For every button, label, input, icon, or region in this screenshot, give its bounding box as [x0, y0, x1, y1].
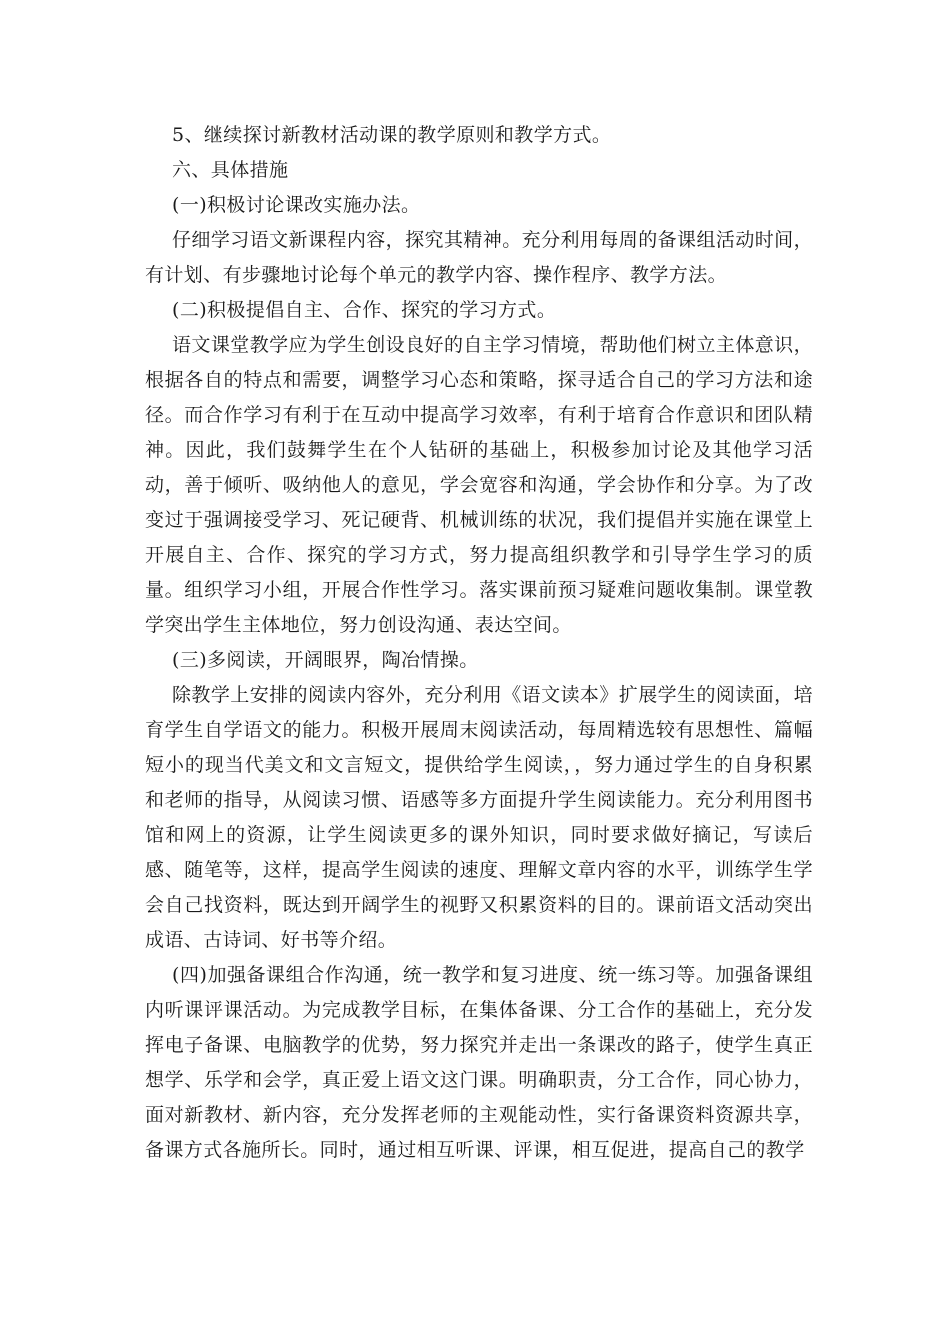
paragraph-4: (四)加强备课组合作沟通，统一教学和复习进度、统一练习等。加强备课组内听课评课活动。为完成教学目标，在集体备课、分工合作的基础上，充分发挥电子备课、电脑教学的优势，努力探究并走出一条课改的路子，使学生真正想学、乐学和会学，真正爱上语文这门课。明确职责，分工合作，同心协力，面对新教材、新内容，充分发挥老师的主观能动性，实行备课资料资源共享，备课方式各施所长。同时，通过相互听课、评课，相互促进，提高自己的教学 — [145, 964, 813, 1161]
paragraph-item-5: 5、继续探讨新教材活动课的教学原则和教学方式。 — [172, 124, 612, 146]
paragraph-3: 除教学上安排的阅读内容外，充分利用《语文读本》扩展学生的阅读面，培育学生自学语文的能力。积极开展周末阅读活动，每周精选较有思想性、篇幅短小的现当代美文和文言短文，提供给学生阅读，，努力通过学生的自身积累和老师的指导，从阅读习惯、语感等多方面提升学生阅读能力。充分利用图书馆和网上的资源，让学生阅读更多的课外知识，同时要求做好摘记，写读后感、随笔等，这样，提高学生阅读的速度、理解文章内容的水平，训练学生学会自己找资料，既达到开阔学生的视野又积累资料的目的。课前语文活动突出成语、古诗词、好书等介绍。 — [145, 684, 813, 951]
document-body — [145, 118, 813, 1168]
section-heading-measures: 六、具体措施 — [172, 159, 289, 181]
subheading-1: (一)积极讨论课改实施办法。 — [172, 194, 421, 216]
paragraph-2: 语文课堂教学应为学生创设良好的自主学习情境，帮助他们树立主体意识，根据各自的特点和需要，调整学习心态和策略，探寻适合自己的学习方法和途径。而合作学习有利于在互动中提高学习效率，有利于培育合作意识和团队精神。因此，我们鼓舞学生在个人钻研的基础上，积极参加讨论及其他学习活动，善于倾听、吸纳他人的意见，学会宽容和沟通，学会协作和分享。为了改变过于强调接受学习、死记硬背、机械训练的状况，我们提倡并实施在课堂上开展自主、合作、探究的学习方式，努力提高组织教学和引导学生学习的质量。组织学习小组，开展合作性学习。落实课前预习疑难问题收集制。课堂教学突出学生主体地位，努力创设沟通、表达空间。 — [145, 334, 813, 636]
subheading-2: (二)积极提倡自主、合作、探究的学习方式。 — [172, 299, 557, 321]
subheading-3: (三)多阅读，开阔眼界，陶冶情操。 — [172, 649, 479, 671]
paragraph-1: 仔细学习语文新课程内容，探究其精神。充分利用每周的备课组活动时间，有计划、有步骤地讨论每个单元的教学内容、操作程序、教学方法。 — [145, 229, 813, 286]
